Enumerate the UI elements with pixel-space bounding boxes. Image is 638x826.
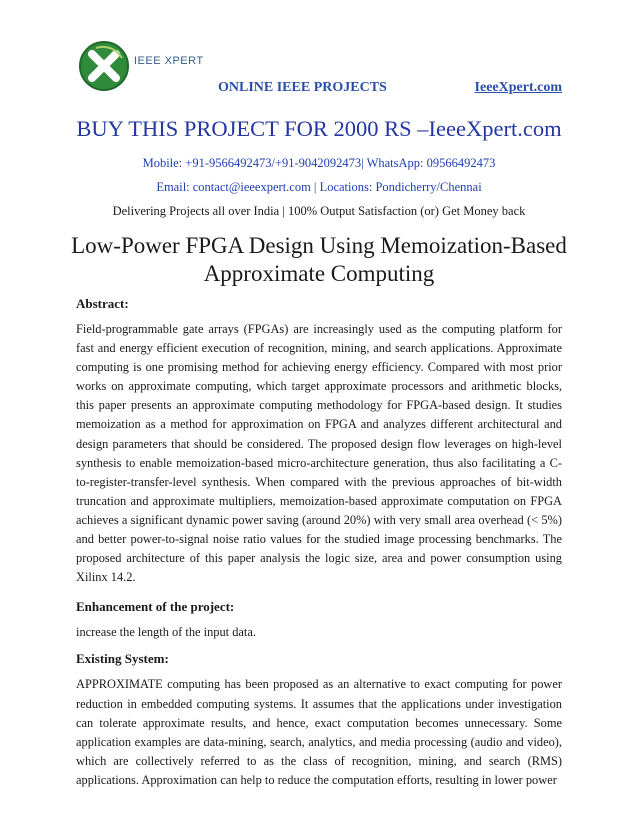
buy-project-banner: BUY THIS PROJECT FOR 2000 RS –IeeeXpert.com [76,116,562,141]
enhancement-text: increase the length of the input data. [76,625,256,640]
ieeexpert-logo-icon [78,40,130,92]
logo-text: IEEE XPERT [134,55,204,67]
existing-system-heading: Existing System: [76,651,169,667]
document-title: Low-Power FPGA Design Using Memoization-Based Approximate Computing [71,233,567,286]
email-location-line[interactable]: Email: contact@ieeexpert.com | Locations: Pondicherry/Chennai [156,180,482,194]
delivery-guarantee-line: Delivering Projects all over India | 100% Output Satisfaction (or) Get Money back [112,204,526,218]
ieeexpert-logo [78,40,218,92]
existing-system-text: APPROXIMATE computing has been proposed as an alternative to exact computing for power reduction in embedded computing systems. It assumes that the applications under investigation can tolerate approximate results, and hence, exact computation becomes unnecessary. Some application examples are data-mining, search, analytics, and media processing (audio and video), which are collectively referred to as the class of recognition, mining, and search (RMS) applications. Approximation can help to reduce the computation efforts, resulting in lower power [76,677,562,787]
header-site-link[interactable]: IeeeXpert.com [474,80,562,95]
abstract-heading: Abstract: [76,296,129,311]
mobile-contact-line[interactable]: Mobile: +91-9566492473/+91-9042092473| WhatsApp: 09566492473 [142,156,496,170]
enhancement-heading: Enhancement of the project: [76,599,235,615]
header-online-projects: ONLINE IEEE PROJECTS [218,80,387,95]
document-body [76,294,562,790]
abstract-text: Field-programmable gate arrays (FPGAs) are increasingly used as the computing platform for fast and energy efficient execution of recognition, mining, and search applications. Approximate computing is one promising method for achieving energy efficiency. Compared with most prior works on approximate computing, which target approximate processors and arithmetic blocks, this paper presents an approximate computing methodology for FPGA-based design. It studies memoization as a method for approximation on FPGA and analyzes different architectural and design parameters that should be considered. The proposed design flow leverages on high-level synthesis to enable memoization-based micro-architecture generation, thus also facilitating a C-to-register-transfer-level synthesis. When compared with the previous approaches of bit-width truncation and approximate multipliers, memoization-based approximate computation on FPGA achieves a significant dynamic power saving (around 20%) with very small area overhead (< 5%) and better power-to-signal noise ratio values for the studied image processing benchmarks. The proposed architecture of this paper analysis the logic size, area and power consumption using Xilinx 14.2. [76,322,562,585]
